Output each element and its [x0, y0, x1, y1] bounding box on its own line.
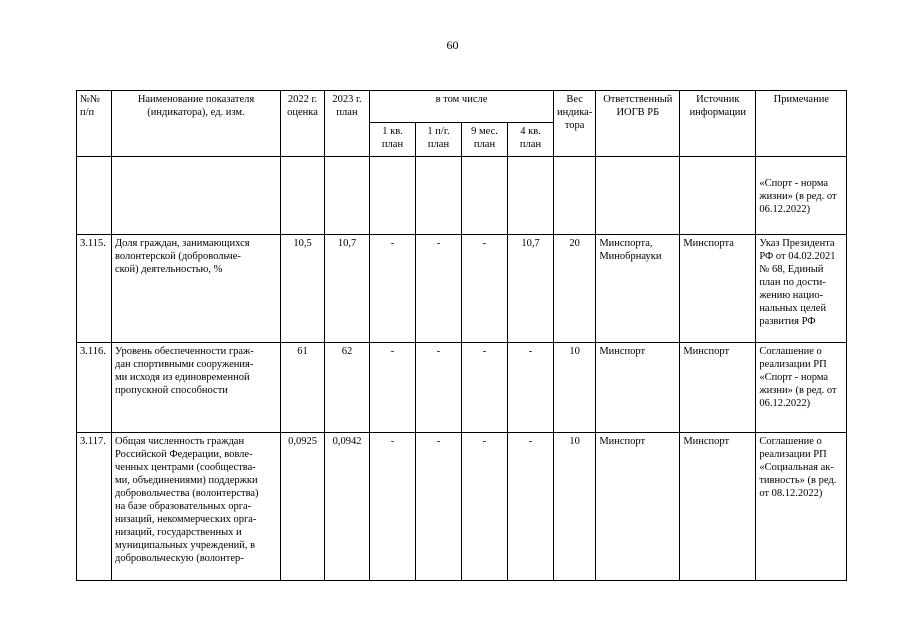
table-row [77, 433, 847, 581]
cell-q1 [370, 157, 416, 235]
table-row [77, 343, 847, 433]
cell-2022: 10,5 [281, 235, 325, 343]
header-h1: 1 п/г. план [416, 123, 462, 157]
cell-2022: 0,0925 [281, 433, 325, 581]
cell-num [77, 157, 112, 235]
cell-weight [554, 157, 596, 235]
cell-name: Уровень обеспеченности граж- дан спортивными сооружения- ми исходя из единовременной пропускной способности [112, 343, 281, 433]
header-q1: 1 кв. план [370, 123, 416, 157]
cell-note: Указ Президента РФ от 04.02.2021 № 68, Единый план по дости- жению нацио- нальных целей развития РФ [756, 235, 847, 343]
cell-responsible: Минспорт [596, 433, 680, 581]
cell-source [680, 157, 756, 235]
cell-2022: 61 [281, 343, 325, 433]
cell-2023 [325, 157, 370, 235]
cell-9m [462, 157, 508, 235]
cell-h1: - [416, 235, 462, 343]
header-note: Примечание [756, 91, 847, 157]
cell-h1: - [416, 343, 462, 433]
cell-9m: - [462, 343, 508, 433]
cell-num: 3.115. [77, 235, 112, 343]
cell-name [112, 157, 281, 235]
cell-num: 3.117. [77, 433, 112, 581]
header-2023: 2023 г. план [325, 91, 370, 157]
cell-name: Общая численность граждан Российской Федерации, вовле- ченных центрами (сообщества- ми, объединениями) поддержки добровольчества (волонтерства) на базе образовательных орга- низаций, некоммерческих орга- низаций, государственных и муниципальных учреждений, в добровольческую (волонтер- [112, 433, 281, 581]
cell-weight: 20 [554, 235, 596, 343]
cell-source: Минспорта [680, 235, 756, 343]
header-source: Источник информации [680, 91, 756, 157]
cell-9m: - [462, 433, 508, 581]
header-including: в том числе [370, 91, 554, 123]
cell-note: Соглашение о реализации РП «Социальная ак- тивность» (в ред. от 08.12.2022) [756, 433, 847, 581]
cell-weight: 10 [554, 433, 596, 581]
header-9m: 9 мес. план [462, 123, 508, 157]
cell-q4 [508, 157, 554, 235]
header-responsible: Ответственный ИОГВ РБ [596, 91, 680, 157]
cell-q4: - [508, 343, 554, 433]
table-row [77, 157, 847, 235]
table-row [77, 235, 847, 343]
cell-h1 [416, 157, 462, 235]
cell-q4: 10,7 [508, 235, 554, 343]
cell-num: 3.116. [77, 343, 112, 433]
cell-responsible: Минспорта, Минобрнауки [596, 235, 680, 343]
cell-weight: 10 [554, 343, 596, 433]
cell-2022 [281, 157, 325, 235]
header-num: №№ п/п [77, 91, 112, 157]
cell-2023: 62 [325, 343, 370, 433]
cell-responsible [596, 157, 680, 235]
cell-q1: - [370, 433, 416, 581]
cell-q1: - [370, 343, 416, 433]
cell-9m: - [462, 235, 508, 343]
cell-2023: 0,0942 [325, 433, 370, 581]
cell-2023: 10,7 [325, 235, 370, 343]
header-weight: Вес индика- тора [554, 91, 596, 157]
header-row-top [77, 91, 847, 123]
cell-source: Минспорт [680, 343, 756, 433]
header-2022: 2022 г. оценка [281, 91, 325, 157]
page-number: 60 [446, 38, 459, 52]
cell-responsible: Минспорт [596, 343, 680, 433]
cell-source: Минспорт [680, 433, 756, 581]
cell-note: Соглашение о реализации РП «Спорт - норма жизни» (в ред. от 06.12.2022) [756, 343, 847, 433]
cell-h1: - [416, 433, 462, 581]
indicators-table [76, 90, 847, 581]
header-q4: 4 кв. план [508, 123, 554, 157]
cell-note: «Спорт - норма жизни» (в ред. от 06.12.2022) [756, 157, 847, 235]
header-name: Наименование показателя (индикатора), ед. изм. [112, 91, 281, 157]
cell-name: Доля граждан, занимающихся волонтерской (добровольче- ской) деятельностью, % [112, 235, 281, 343]
cell-q1: - [370, 235, 416, 343]
cell-q4: - [508, 433, 554, 581]
